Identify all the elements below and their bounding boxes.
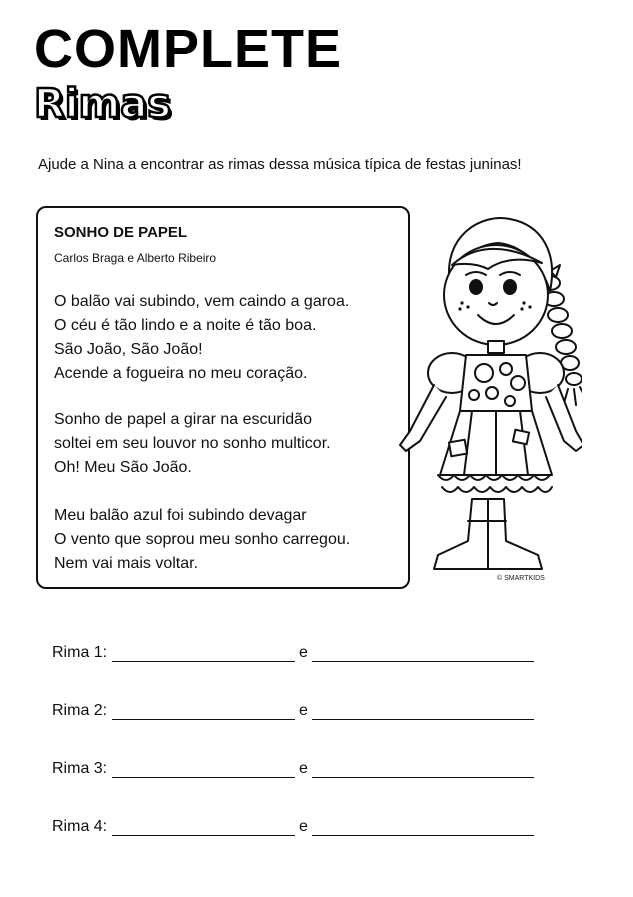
song-title: SONHO DE PAPEL xyxy=(54,224,188,241)
rhyme-blank-second[interactable] xyxy=(312,661,534,662)
illustration-credit: © SMARTKIDS xyxy=(497,575,545,582)
stanza-3 xyxy=(54,504,350,576)
lyric-line: O céu é tão lindo e a noite é tão boa. xyxy=(54,317,317,334)
song-lyrics-box xyxy=(36,206,410,589)
festa-junina-girl-illustration xyxy=(392,205,582,600)
lyric-line: Acende a fogueira no meu coração. xyxy=(54,365,308,382)
lyric-line: O vento que soprou meu sonho carregou. xyxy=(54,531,351,548)
rhyme-conjunction: e xyxy=(299,818,308,835)
rhyme-blank-first[interactable] xyxy=(112,719,295,720)
rhyme-conjunction: e xyxy=(299,644,308,661)
lyric-line: soltei em seu louvor no sonho multicor. xyxy=(54,435,331,452)
rhyme-blank-second[interactable] xyxy=(312,835,534,836)
rhyme-conjunction: e xyxy=(299,702,308,719)
rhyme-label: Rima 4: xyxy=(52,818,108,835)
lyric-line: O balão vai subindo, vem caindo a garoa. xyxy=(54,293,350,310)
lyric-line: Sonho de papel a girar na escuridão xyxy=(54,411,312,428)
rhyme-row xyxy=(52,818,552,844)
rhyme-row xyxy=(52,702,552,728)
rhyme-blank-first[interactable] xyxy=(112,777,295,778)
lyric-line: Oh! Meu São João. xyxy=(54,459,192,476)
rhyme-row xyxy=(52,644,552,670)
lyric-line: Nem vai mais voltar. xyxy=(54,555,199,572)
lyric-line: Meu balão azul foi subindo devagar xyxy=(54,507,307,524)
rhyme-blank-first[interactable] xyxy=(112,835,295,836)
instruction-text: Ajude a Nina a encontrar as rimas dessa música típica de festas juninas! xyxy=(38,156,522,173)
rhyme-blank-first[interactable] xyxy=(112,661,295,662)
stanza-2 xyxy=(54,408,331,480)
rhyme-conjunction: e xyxy=(299,760,308,777)
page-subtitle: Rimas xyxy=(34,81,171,127)
rhyme-label: Rima 2: xyxy=(52,702,108,719)
song-authors: Carlos Braga e Alberto Ribeiro xyxy=(54,251,217,265)
rhyme-label: Rima 3: xyxy=(52,760,108,777)
lyric-line: São João, São João! xyxy=(54,341,203,358)
page-title: COMPLETE xyxy=(34,19,343,79)
rhyme-row xyxy=(52,760,552,786)
rhyme-label: Rima 1: xyxy=(52,644,108,661)
stanza-1 xyxy=(54,290,349,386)
rhyme-blank-second[interactable] xyxy=(312,777,534,778)
rhyme-blank-second[interactable] xyxy=(312,719,534,720)
